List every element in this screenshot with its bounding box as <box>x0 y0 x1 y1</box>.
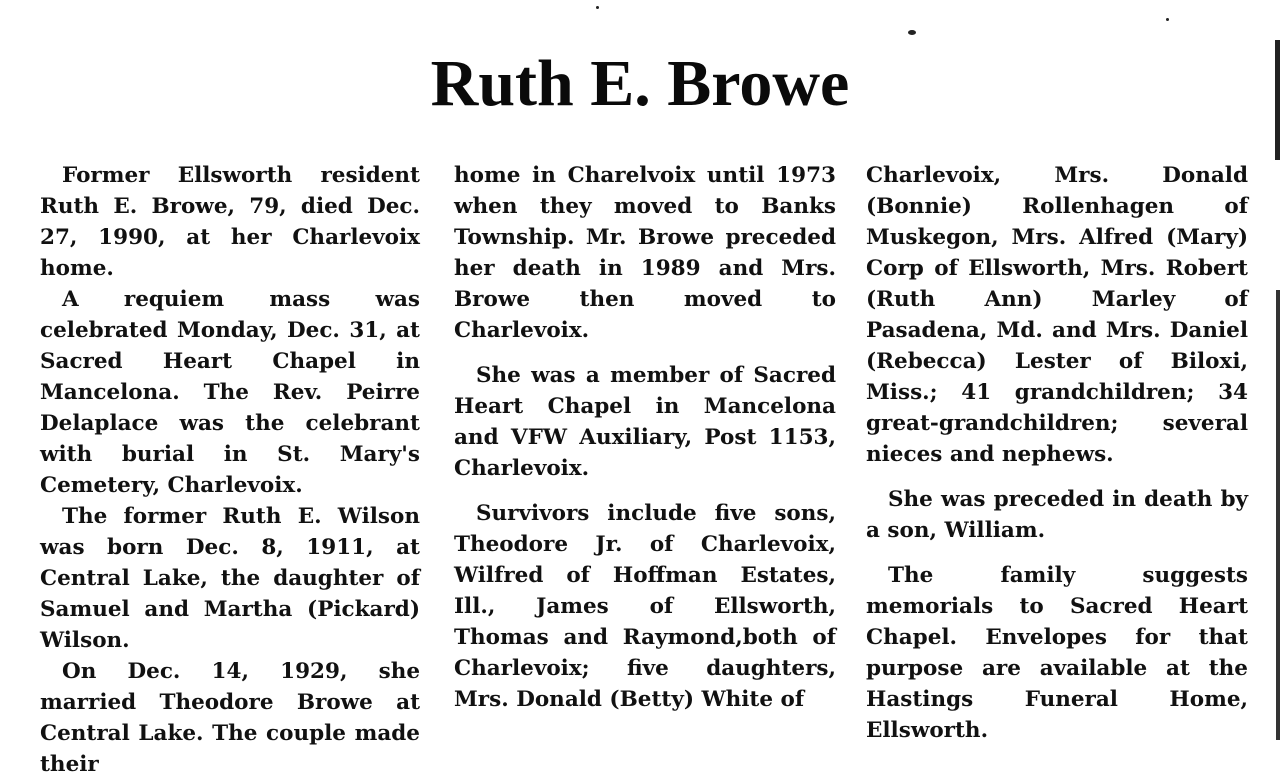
article-column-2 <box>454 160 836 715</box>
paragraph: The family suggests memorials to Sacred Heart Chapel. Envelopes for that purpose are available at the Hastings Funeral Home, Ellsworth. <box>866 563 1248 743</box>
paragraph: The former Ruth E. Wilson was born Dec. 8, 1911, at Central Lake, the daughter of Samuel and Martha (Pickard) Wilson. <box>40 504 420 653</box>
paragraph: Former Ellsworth resident Ruth E. Browe, 79, died Dec. 27, 1990, at her Charlevoix home. <box>40 163 420 281</box>
paragraph: A requiem mass was celebrated Monday, Dec. 31, at Sacred Heart Chapel in Mancelona. The Rev. Peirre Delaplace was the celebrant with burial in St. Mary's Cemetery, Charlevoix. <box>40 287 420 498</box>
paragraph: Survivors include five sons, Theodore Jr. of Charlevoix, Wilfred of Hoffman Estates, Ill., James of Ellsworth, Thomas and Raymond,both of Charlevoix; five daughters, Mrs. Donald (Betty) White of <box>454 501 836 712</box>
article-column-1 <box>40 160 420 780</box>
scan-edge-mark <box>1275 40 1280 160</box>
paragraph: She was preceded in death by a son, William. <box>866 487 1248 543</box>
scan-speck <box>908 30 916 35</box>
scan-speck <box>596 6 599 9</box>
paragraph: Charlevoix, Mrs. Donald (Bonnie) Rollenhagen of Muskegon, Mrs. Alfred (Mary) Corp of Ellsworth, Mrs. Robert (Ruth Ann) Marley of Pasadena, Md. and Mrs. Daniel (Rebecca) Lester of Biloxi, Miss.; 41 grandchildren; 34 great-grandchildren; several nieces and nephews. <box>866 163 1248 467</box>
article-column-3 <box>866 160 1248 746</box>
paragraph: She was a member of Sacred Heart Chapel in Mancelona and VFW Auxiliary, Post 1153, Charlevoix. <box>454 363 836 481</box>
paragraph: home in Charelvoix until 1973 when they moved to Banks Township. Mr. Browe preceded her death in 1989 and Mrs. Browe then moved to Charlevoix. <box>454 163 836 343</box>
obituary-headline: Ruth E. Browe <box>430 47 850 120</box>
paragraph: On Dec. 14, 1929, she married Theodore Browe at Central Lake. The couple made their <box>40 659 420 777</box>
scan-speck <box>1166 18 1169 21</box>
scan-edge-mark <box>1276 290 1280 740</box>
